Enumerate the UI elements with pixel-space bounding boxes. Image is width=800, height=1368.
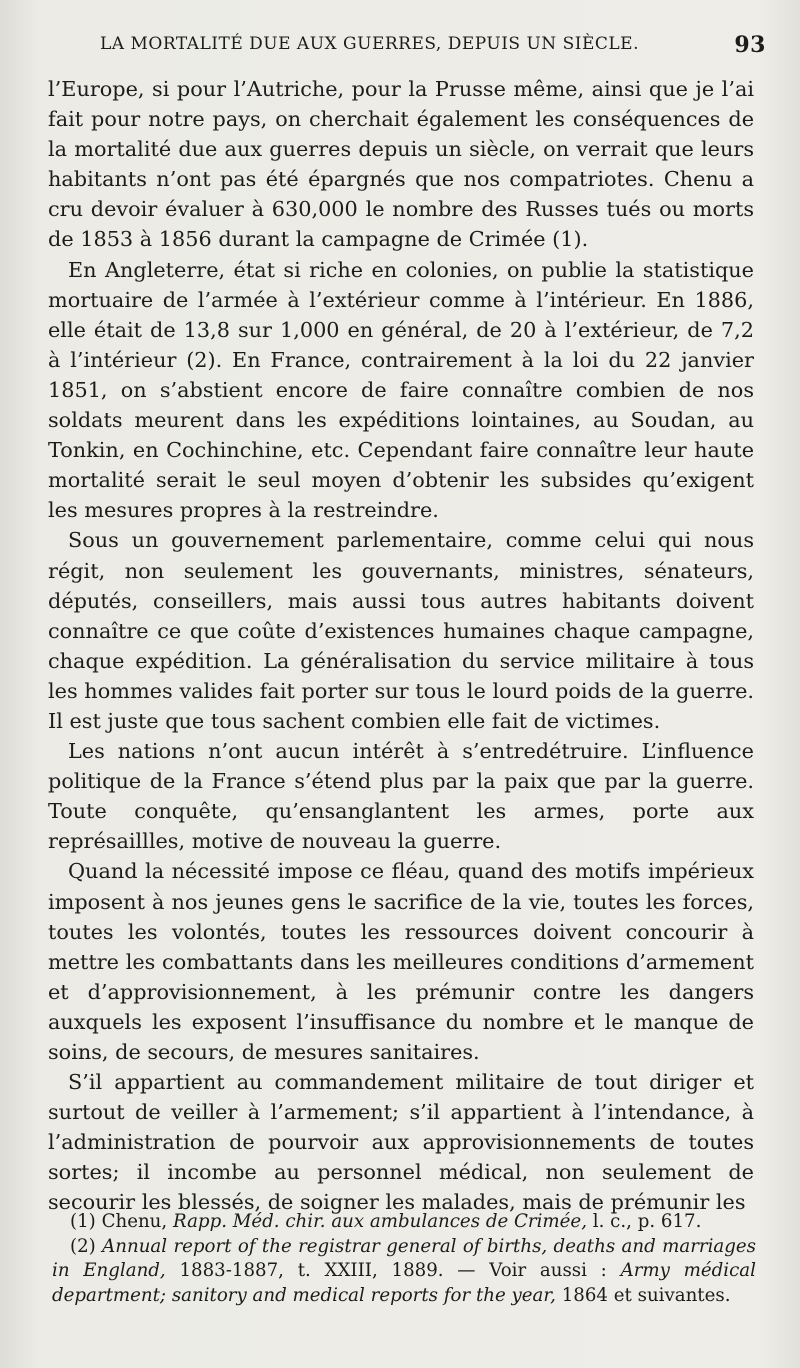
footnote-mark: (2): [70, 1235, 96, 1257]
footnotes: [52, 1210, 756, 1308]
paragraph-continuation: l’Europe, si pour l’Autriche, pour la Prusse même, ainsi que je l’ai fait pour notre pays, on cherchait également les conséquences de la mortalité due aux guerres depuis un siècle, on verrait que leurs habitants n’ont pas été épargnés que nos compatriotes. Chenu a cru devoir évaluer à 630,000 le nombre des Russes tués ou morts de 1853 à 1856 durant la campagne de Crimée (1).: [48, 77, 754, 252]
paragraph: Les nations n’ont aucun intérêt à s’entredétruire. L’influence politique de la France s’étend plus par la paix que par la guerre. Toute conquête, qu’ensanglantent les armes, porte aux représaillles, motive de nouveau la guerre.: [48, 739, 754, 854]
footnote-2: [52, 1235, 756, 1309]
paragraph: Quand la nécessité impose ce fléau, quand des motifs impérieux imposent à nos jeunes gens le sacrifice de la vie, toutes les forces, toutes les volontés, toutes les ressources doivent concourir à mettre les combattants dans les meilleures conditions d’armement et d’approvisionnement, à les prémunir contre les dangers auxquels les exposent l’insuffisance du nombre et le manque de soins, de secours, de mesures sanitaires.: [48, 859, 754, 1064]
paragraph: En Angleterre, état si riche en colonies, on publie la statistique mortuaire de l’armée à l’extérieur comme à l’intérieur. En 1886, elle était de 13,8 sur 1,000 en général, de 20 à l’extérieur, de 7,2 à l’intérieur (2). En France, contrairement à la loi du 22 janvier 1851, on s’abstient encore de faire connaître combien de nos soldats meurent dans les expéditions lointaines, au Soudan, au Tonkin, en Cochinchine, etc. Cependant faire connaître leur haute mortalité serait le seul moyen d’obtenir les subsides qu’exigent les mesures propres à la restreindre.: [48, 257, 754, 523]
main-text: [48, 74, 754, 1218]
paragraph: Sous un gouvernement parlementaire, comme celui qui nous régit, non seulement les gouvernants, ministres, sénateurs, députés, conseillers, mais aussi tous autres habitants doivent connaître ce que coûte d’existences humaines chaque campagne, chaque expédition. La généralisation du service militaire à tous les hommes valides fait porter sur tous le lourd poids de la guerre. Il est juste que tous sachent combien elle fait de victimes.: [48, 528, 754, 733]
footnote-detail: 1883-1887, t. XXIII, 1889. — Voir aussi :: [179, 1260, 607, 1281]
running-title: LA MORTALITÉ DUE AUX GUERRES, DEPUIS UN SIÈCLE.: [100, 34, 639, 54]
footnote-detail-end: 1864 et suivantes.: [561, 1284, 731, 1306]
footnote-reference-title: Rapp. Méd. chir. aux ambulances de Crimée,: [172, 1211, 587, 1232]
paragraph: S’il appartient au commandement militaire de tout diriger et surtout de veiller à l’armement; s’il appartient à l’intendance, à l’administration de pourvoir aux approvisionnements de toutes sortes; il incombe au personnel médical, non seulement de secourir les blessés, de soigner les malades, mais de prémunir les: [48, 1070, 754, 1215]
footnote-reference-title: Annual report of the registrar general of births, deaths and marriages in England,: [52, 1235, 756, 1281]
running-head: [100, 32, 766, 64]
footnote-reference-title-2: Army médical department; sanitory and medical reports for the year,: [52, 1260, 756, 1306]
footnote-detail: l. c., p. 617.: [592, 1211, 702, 1232]
footnote-1: [52, 1210, 756, 1235]
footnote-mark: (1): [70, 1211, 96, 1232]
footnote-author: Chenu,: [101, 1211, 168, 1232]
page-number: 93: [734, 32, 766, 58]
